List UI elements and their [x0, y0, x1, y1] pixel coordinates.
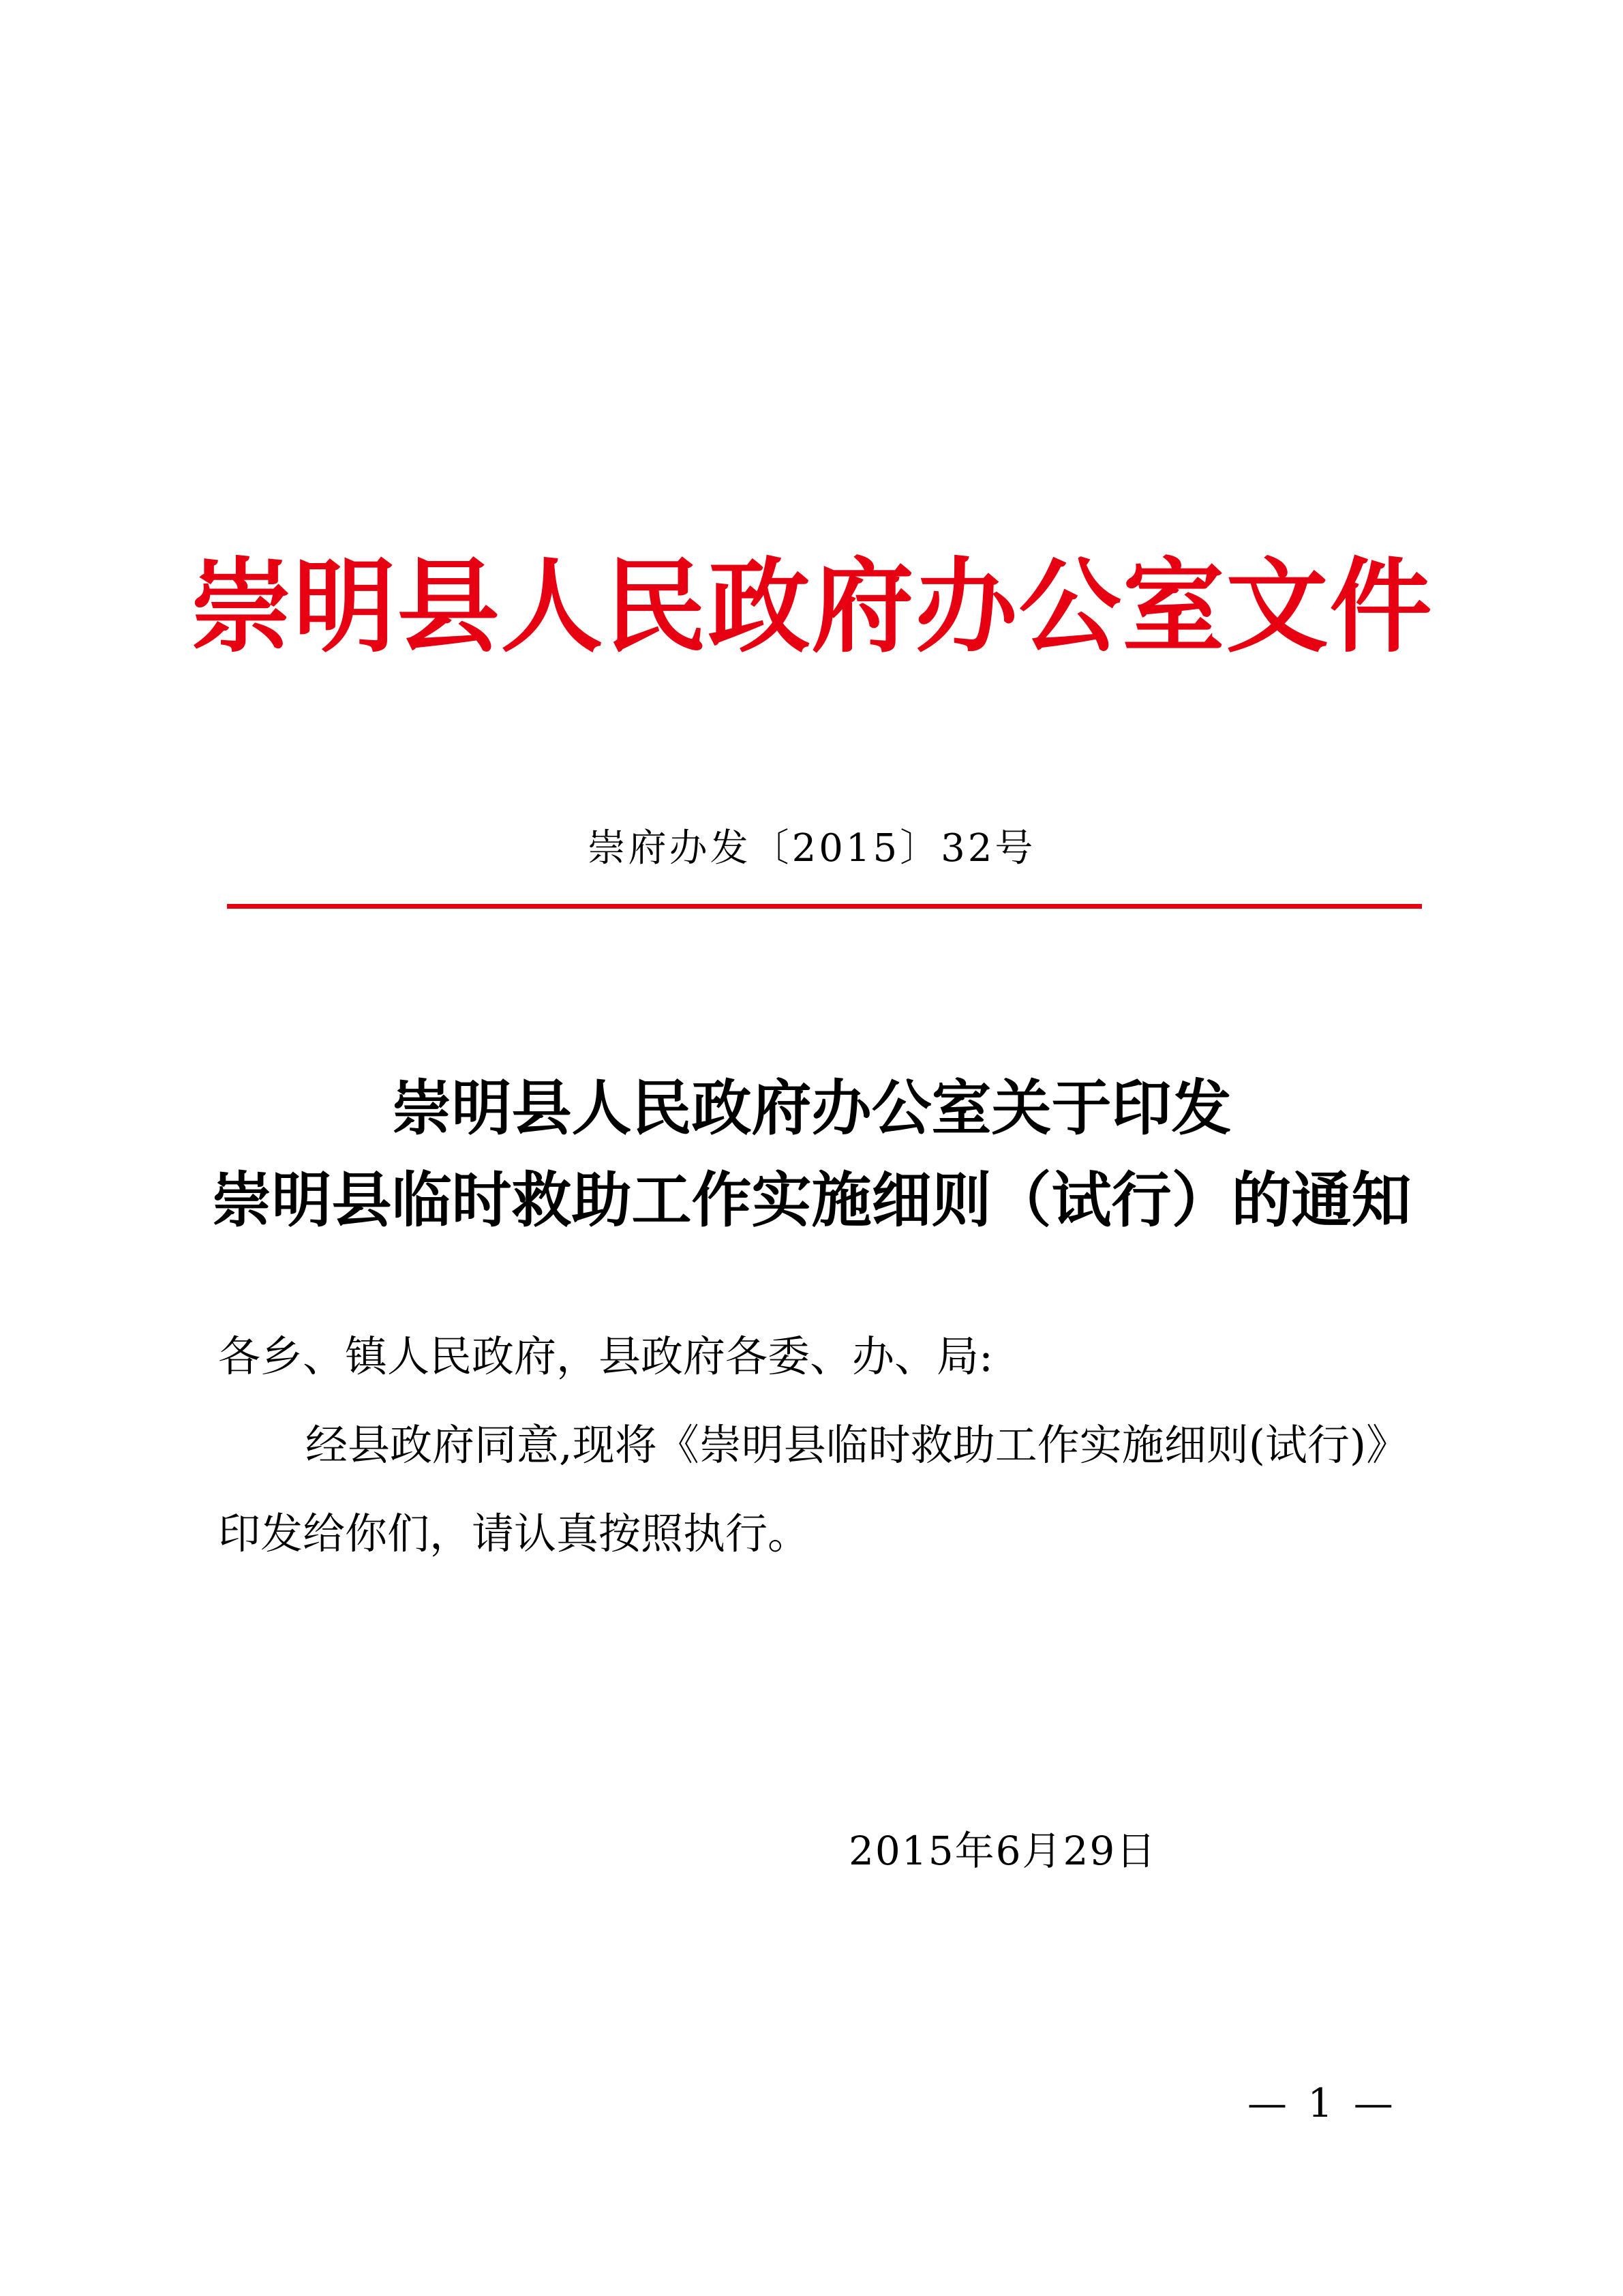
body-text-line-2: 印发给你们，请认真按照执行。 [218, 1509, 810, 1558]
notice-title-line-1: 崇明县人民政府办公室关于印发 [391, 1072, 1232, 1143]
page-number: — 1 — [1247, 2080, 1397, 2126]
body-text-line-1: 经县政府同意,现将《崇明县临时救助工作实施细则(试行)》 [305, 1420, 1409, 1470]
notice-title-line-2: 崇明县临时救助工作实施细则（试行）的通知 [211, 1164, 1412, 1235]
salutation: 各乡、镇人民政府，县政府各委、办、局: [218, 1331, 993, 1381]
document-header-title: 崇明县人民政府办公室文件 [189, 547, 1434, 667]
red-divider-line [227, 904, 1422, 909]
document-number: 崇府办发〔2015〕32号 [587, 826, 1036, 871]
document-date: 2015年6月29日 [849, 1828, 1157, 1874]
